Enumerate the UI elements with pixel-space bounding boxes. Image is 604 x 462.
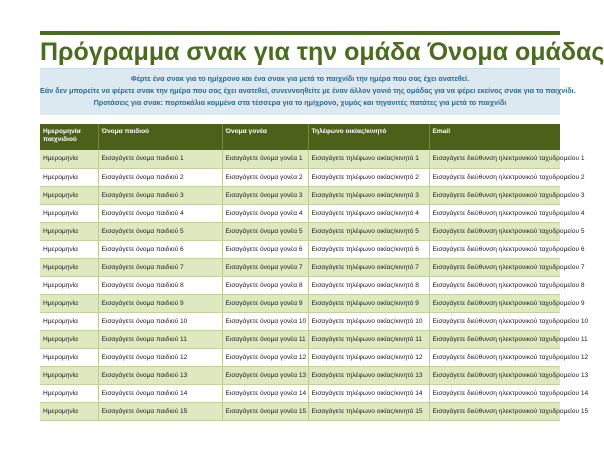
table-row: [40, 168, 560, 186]
cell-child-name[interactable]: Εισαγάγετε όνομα παιδιού 15: [98, 402, 222, 420]
cell-parent-name[interactable]: Εισαγάγετε όνομα γονέα 5: [222, 222, 308, 240]
cell-email[interactable]: Εισαγάγετε διεύθυνση ηλεκτρονικού ταχυδρομείου 14: [429, 384, 560, 402]
cell-email[interactable]: Εισαγάγετε διεύθυνση ηλεκτρονικού ταχυδρομείου 1: [429, 150, 560, 168]
cell-child-name[interactable]: Εισαγάγετε όνομα παιδιού 13: [98, 366, 222, 384]
info-line-2: Εάν δεν μπορείτε να φέρετε σνακ την ημέρα που σας έχει ανατεθεί, συνεννοηθείτε με έναν άλλον γονιό της ομάδας για να φέρει εκείνος σνακ για το παιχνίδι.: [40, 86, 576, 95]
header-email: Email: [429, 124, 560, 150]
table-body: [40, 150, 589, 420]
cell-child-name[interactable]: Εισαγάγετε όνομα παιδιού 5: [98, 222, 222, 240]
cell-phone[interactable]: Εισαγάγετε τηλέφωνο οικίας/κινητό 1: [308, 150, 429, 168]
table-row: [40, 276, 560, 294]
page-title: Πρόγραμμα σνακ για την ομάδα Όνομα ομάδας: [40, 38, 604, 66]
cell-game-date[interactable]: Ημερομηνία: [40, 294, 98, 312]
cell-parent-name[interactable]: Εισαγάγετε όνομα γονέα 6: [222, 240, 308, 258]
cell-game-date[interactable]: Ημερομηνία: [40, 312, 98, 330]
cell-game-date[interactable]: Ημερομηνία: [40, 258, 98, 276]
table-row: [40, 150, 560, 168]
cell-email[interactable]: Εισαγάγετε διεύθυνση ηλεκτρονικού ταχυδρομείου 5: [429, 222, 560, 240]
cell-game-date[interactable]: Ημερομηνία: [40, 330, 98, 348]
table-row: [40, 366, 560, 384]
cell-child-name[interactable]: Εισαγάγετε όνομα παιδιού 1: [98, 150, 222, 168]
cell-game-date[interactable]: Ημερομηνία: [40, 348, 98, 366]
cell-phone[interactable]: Εισαγάγετε τηλέφωνο οικίας/κινητό 14: [308, 384, 429, 402]
cell-parent-name[interactable]: Εισαγάγετε όνομα γονέα 7: [222, 258, 308, 276]
header-phone: Τηλέφωνο οικίας/κινητό: [308, 124, 429, 150]
cell-parent-name[interactable]: Εισαγάγετε όνομα γονέα 11: [222, 330, 308, 348]
table-header-row: [40, 124, 560, 150]
info-line-3: Προτάσεις για σνακ: πορτοκάλια κομμένα στα τέσσερα για το ημίχρονο, χυμός και τηγανιτές πατάτες για μετά το παιχνίδι: [93, 98, 507, 107]
cell-parent-name[interactable]: Εισαγάγετε όνομα γονέα 9: [222, 294, 308, 312]
cell-phone[interactable]: Εισαγάγετε τηλέφωνο οικίας/κινητό 9: [308, 294, 429, 312]
cell-email[interactable]: Εισαγάγετε διεύθυνση ηλεκτρονικού ταχυδρομείου 2: [429, 168, 560, 186]
cell-phone[interactable]: Εισαγάγετε τηλέφωνο οικίας/κινητό 11: [308, 330, 429, 348]
cell-child-name[interactable]: Εισαγάγετε όνομα παιδιού 11: [98, 330, 222, 348]
cell-parent-name[interactable]: Εισαγάγετε όνομα γονέα 14: [222, 384, 308, 402]
cell-email[interactable]: Εισαγάγετε διεύθυνση ηλεκτρονικού ταχυδρομείου 3: [429, 186, 560, 204]
cell-phone[interactable]: Εισαγάγετε τηλέφωνο οικίας/κινητό 3: [308, 186, 429, 204]
cell-parent-name[interactable]: Εισαγάγετε όνομα γονέα 8: [222, 276, 308, 294]
table-row: [40, 402, 560, 420]
cell-phone[interactable]: Εισαγάγετε τηλέφωνο οικίας/κινητό 12: [308, 348, 429, 366]
cell-phone[interactable]: Εισαγάγετε τηλέφωνο οικίας/κινητό 4: [308, 204, 429, 222]
table-row: [40, 312, 560, 330]
table-row: [40, 258, 560, 276]
table-row: [40, 186, 560, 204]
cell-parent-name[interactable]: Εισαγάγετε όνομα γονέα 1: [222, 150, 308, 168]
cell-game-date[interactable]: Ημερομηνία: [40, 276, 98, 294]
cell-email[interactable]: Εισαγάγετε διεύθυνση ηλεκτρονικού ταχυδρομείου 10: [429, 312, 560, 330]
table-row: [40, 240, 560, 258]
table-row: [40, 330, 560, 348]
cell-child-name[interactable]: Εισαγάγετε όνομα παιδιού 10: [98, 312, 222, 330]
cell-game-date[interactable]: Ημερομηνία: [40, 204, 98, 222]
cell-email[interactable]: Εισαγάγετε διεύθυνση ηλεκτρονικού ταχυδρομείου 9: [429, 294, 560, 312]
cell-child-name[interactable]: Εισαγάγετε όνομα παιδιού 7: [98, 258, 222, 276]
cell-child-name[interactable]: Εισαγάγετε όνομα παιδιού 3: [98, 186, 222, 204]
cell-parent-name[interactable]: Εισαγάγετε όνομα γονέα 3: [222, 186, 308, 204]
cell-parent-name[interactable]: Εισαγάγετε όνομα γονέα 12: [222, 348, 308, 366]
cell-child-name[interactable]: Εισαγάγετε όνομα παιδιού 6: [98, 240, 222, 258]
title-rule: [40, 31, 560, 35]
cell-email[interactable]: Εισαγάγετε διεύθυνση ηλεκτρονικού ταχυδρομείου 15: [429, 402, 560, 420]
cell-game-date[interactable]: Ημερομηνία: [40, 222, 98, 240]
cell-email[interactable]: Εισαγάγετε διεύθυνση ηλεκτρονικού ταχυδρομείου 11: [429, 330, 560, 348]
cell-email[interactable]: Εισαγάγετε διεύθυνση ηλεκτρονικού ταχυδρομείου 4: [429, 204, 560, 222]
info-box: [40, 68, 576, 115]
cell-phone[interactable]: Εισαγάγετε τηλέφωνο οικίας/κινητό 8: [308, 276, 429, 294]
cell-phone[interactable]: Εισαγάγετε τηλέφωνο οικίας/κινητό 15: [308, 402, 429, 420]
cell-phone[interactable]: Εισαγάγετε τηλέφωνο οικίας/κινητό 6: [308, 240, 429, 258]
cell-email[interactable]: Εισαγάγετε διεύθυνση ηλεκτρονικού ταχυδρομείου 13: [429, 366, 560, 384]
table-row: [40, 204, 560, 222]
snack-schedule-table: [40, 124, 589, 421]
cell-email[interactable]: Εισαγάγετε διεύθυνση ηλεκτρονικού ταχυδρομείου 7: [429, 258, 560, 276]
cell-parent-name[interactable]: Εισαγάγετε όνομα γονέα 13: [222, 366, 308, 384]
cell-game-date[interactable]: Ημερομηνία: [40, 240, 98, 258]
cell-game-date[interactable]: Ημερομηνία: [40, 402, 98, 420]
cell-phone[interactable]: Εισαγάγετε τηλέφωνο οικίας/κινητό 7: [308, 258, 429, 276]
cell-phone[interactable]: Εισαγάγετε τηλέφωνο οικίας/κινητό 5: [308, 222, 429, 240]
cell-parent-name[interactable]: Εισαγάγετε όνομα γονέα 10: [222, 312, 308, 330]
cell-game-date[interactable]: Ημερομηνία: [40, 366, 98, 384]
cell-email[interactable]: Εισαγάγετε διεύθυνση ηλεκτρονικού ταχυδρομείου 8: [429, 276, 560, 294]
table-row: [40, 384, 560, 402]
header-child-name: Όνομα παιδιού: [98, 124, 222, 150]
cell-child-name[interactable]: Εισαγάγετε όνομα παιδιού 9: [98, 294, 222, 312]
cell-parent-name[interactable]: Εισαγάγετε όνομα γονέα 2: [222, 168, 308, 186]
cell-child-name[interactable]: Εισαγάγετε όνομα παιδιού 14: [98, 384, 222, 402]
header-parent-name: Όνομα γονέα: [222, 124, 308, 150]
cell-phone[interactable]: Εισαγάγετε τηλέφωνο οικίας/κινητό 13: [308, 366, 429, 384]
cell-child-name[interactable]: Εισαγάγετε όνομα παιδιού 12: [98, 348, 222, 366]
cell-email[interactable]: Εισαγάγετε διεύθυνση ηλεκτρονικού ταχυδρομείου 6: [429, 240, 560, 258]
cell-phone[interactable]: Εισαγάγετε τηλέφωνο οικίας/κινητό 10: [308, 312, 429, 330]
info-line-1: Φέρτε ένα σνακ για το ημίχρονο και ένα σνακ για μετά το παιχνίδι την ημέρα που σας έχει ανατεθεί.: [130, 74, 470, 83]
cell-phone[interactable]: Εισαγάγετε τηλέφωνο οικίας/κινητό 2: [308, 168, 429, 186]
cell-child-name[interactable]: Εισαγάγετε όνομα παιδιού 4: [98, 204, 222, 222]
header-game-date: Ημερομηνία παιχνιδιού: [40, 124, 98, 150]
cell-child-name[interactable]: Εισαγάγετε όνομα παιδιού 2: [98, 168, 222, 186]
cell-game-date[interactable]: Ημερομηνία: [40, 168, 98, 186]
cell-game-date[interactable]: Ημερομηνία: [40, 384, 98, 402]
table-row: [40, 222, 560, 240]
cell-game-date[interactable]: Ημερομηνία: [40, 186, 98, 204]
cell-child-name[interactable]: Εισαγάγετε όνομα παιδιού 8: [98, 276, 222, 294]
table-row: [40, 348, 560, 366]
cell-email[interactable]: Εισαγάγετε διεύθυνση ηλεκτρονικού ταχυδρομείου 12: [429, 348, 560, 366]
table-row: [40, 294, 560, 312]
cell-parent-name[interactable]: Εισαγάγετε όνομα γονέα 4: [222, 204, 308, 222]
cell-parent-name[interactable]: Εισαγάγετε όνομα γονέα 15: [222, 402, 308, 420]
cell-game-date[interactable]: Ημερομηνία: [40, 150, 98, 168]
